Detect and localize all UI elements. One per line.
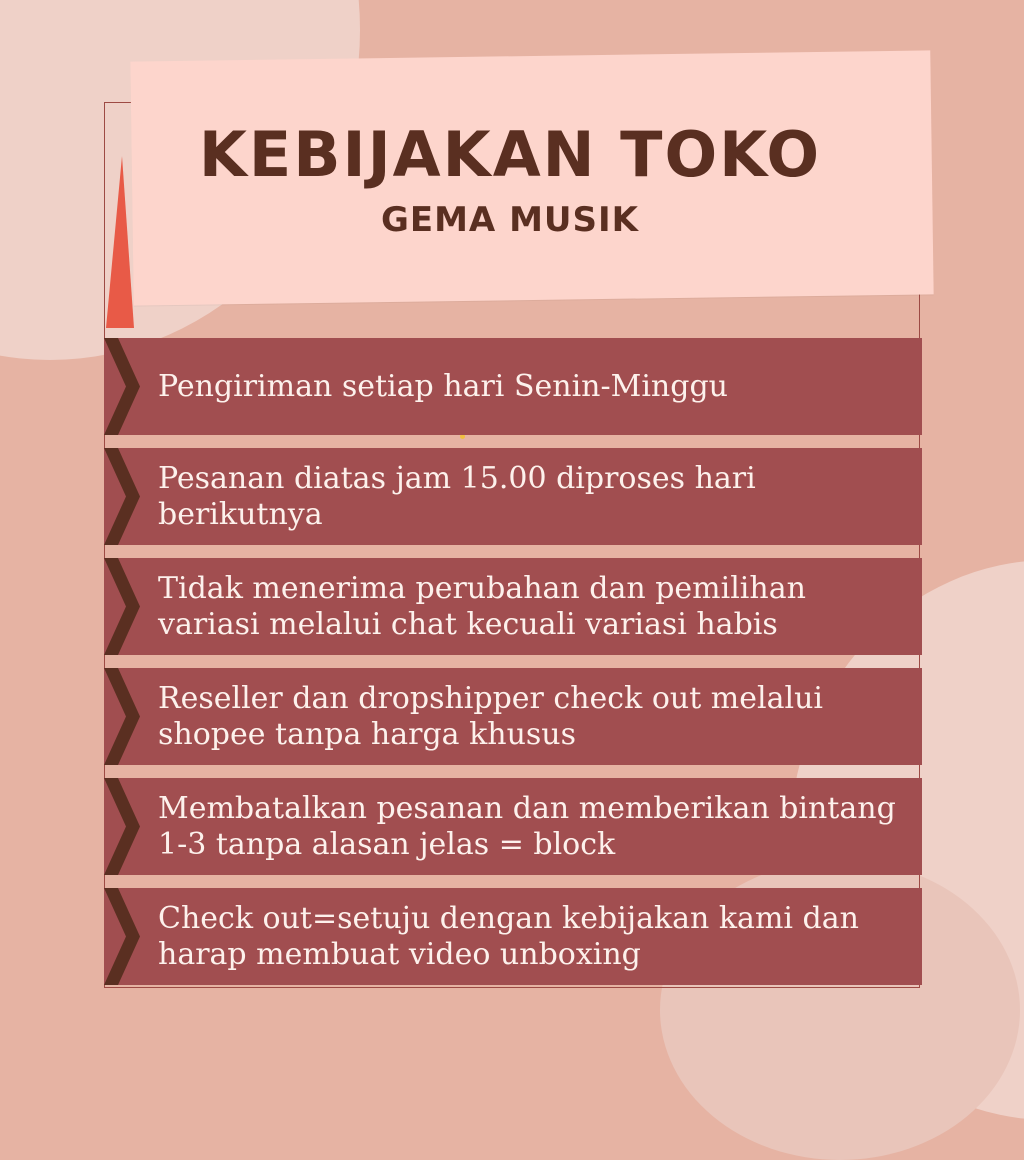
chevron-right-icon xyxy=(104,338,144,435)
policy-item-text: Pengiriman setiap hari Senin-Minggu xyxy=(158,368,728,404)
policy-item xyxy=(104,448,922,545)
policy-item xyxy=(104,558,922,655)
policy-item-text: Tidak menerima perubahan dan pemilihan variasi melalui chat kecuali variasi habis xyxy=(158,570,806,642)
chevron-right-icon xyxy=(104,558,144,655)
policy-item xyxy=(104,338,922,435)
policy-item-text: Check out=setuju dengan kebijakan kami dan harap membuat video unboxing xyxy=(158,900,859,972)
policy-list xyxy=(104,338,922,998)
chevron-right-icon xyxy=(104,448,144,545)
page-title: KEBIJAKAN TOKO xyxy=(198,118,822,191)
page-subtitle: GEMA MUSIK xyxy=(380,200,640,240)
chevron-right-icon xyxy=(104,668,144,765)
accent-triangle-icon xyxy=(106,156,134,328)
policy-item xyxy=(104,888,922,985)
chevron-right-icon xyxy=(104,888,144,985)
policy-item-text: Pesanan diatas jam 15.00 diproses hari berikutnya xyxy=(158,460,756,532)
policy-item-text: Reseller dan dropshipper check out melalui shopee tanpa harga khusus xyxy=(158,680,823,752)
policy-item xyxy=(104,668,922,765)
policy-item-text: Membatalkan pesanan dan memberikan bintang 1-3 tanpa alasan jelas = block xyxy=(158,790,896,862)
policy-item xyxy=(104,778,922,875)
chevron-right-icon xyxy=(104,778,144,875)
